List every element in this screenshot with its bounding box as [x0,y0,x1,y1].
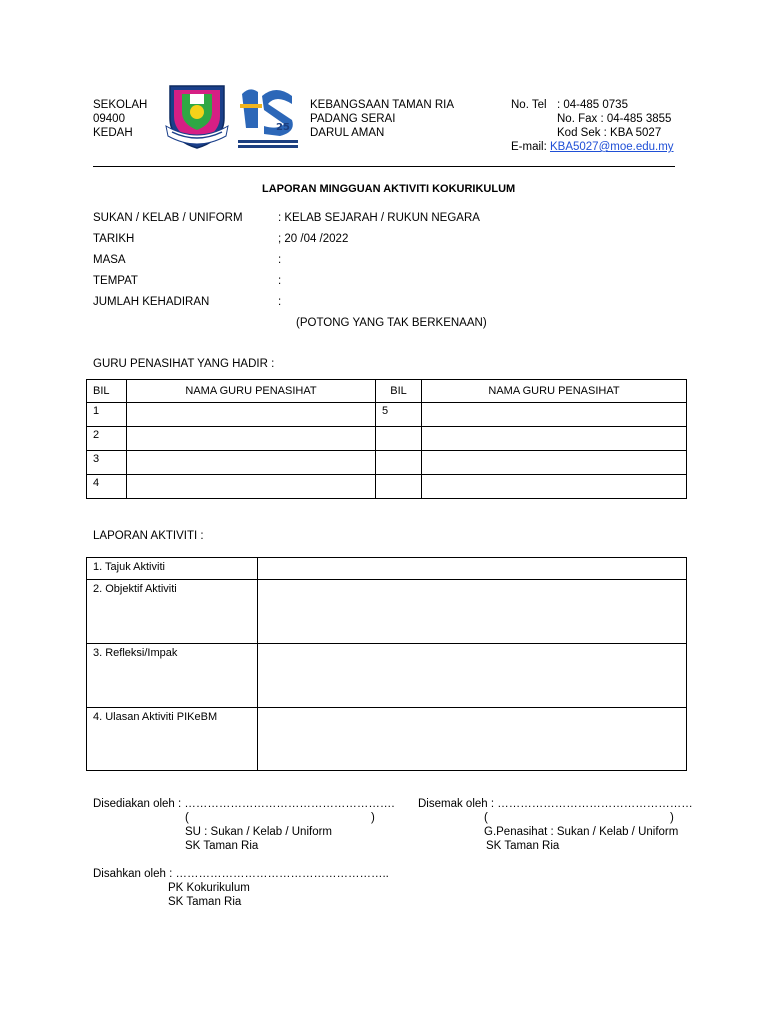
disediakan-paren-open: ( [185,812,189,824]
email-line [511,141,674,153]
table-row [87,708,687,771]
table-cell [376,427,422,451]
table-row [87,580,687,644]
disediakan-line: Disediakan oleh : ………………………………………………. [93,798,395,810]
table-cell: 1 [87,403,127,427]
fax-line: No. Fax : 04-485 3855 [557,113,672,125]
disemak-school: SK Taman Ria [486,840,560,852]
field-value-tarikh: ; 20 /04 /2022 [278,233,349,245]
table-row [87,558,687,580]
laporan-label-objektif: 2. Objektif Aktiviti [87,580,258,644]
table-cell[interactable] [127,451,376,475]
field-label-sukan: SUKAN / KELAB / UNIFORM [93,212,243,224]
table-cell: 5 [376,403,422,427]
table-cell: 4 [87,475,127,499]
tel-label: No. Tel [511,99,547,111]
header-mid-line-1: KEBANGSAAN TAMAN RIA [310,99,454,111]
field-value-tempat: : [278,275,282,287]
disemak-role: G.Penasihat : Sukan / Kelab / Uniform [484,826,679,838]
disediakan-role: SU : Sukan / Kelab / Uniform [185,826,333,838]
disemak-line: Disemak oleh : …………………………………………… [418,798,693,810]
table-cell [376,475,422,499]
tel-value: : 04-485 0735 [557,99,628,111]
disemak-paren-open: ( [484,812,488,824]
disahkan-line: Disahkan oleh : ……………………………………………….. [93,868,389,880]
header-left-line-2: 09400 [93,113,125,125]
field-value-kehadiran: : [278,296,282,308]
col-bil-1: BIL [87,380,127,403]
disemak-paren-close: ) [670,812,674,824]
header-left-line-1: SEKOLAH [93,99,148,111]
guru-table [86,379,687,499]
table-cell[interactable] [127,475,376,499]
table-cell[interactable] [422,403,687,427]
laporan-label-ulasan: 4. Ulasan Aktiviti PIKeBM [87,708,258,771]
laporan-value-refleksi[interactable] [258,644,687,708]
table-cell[interactable] [422,451,687,475]
table-cell: 3 [87,451,127,475]
header-mid-line-2: PADANG SERAI [310,113,396,125]
laporan-label-refleksi: 3. Refleksi/Impak [87,644,258,708]
table-cell[interactable] [422,427,687,451]
field-value-masa: : [278,254,282,266]
field-label-masa: MASA [93,254,126,266]
laporan-label-tajuk: 1. Tajuk Aktiviti [87,558,258,580]
guru-table-header [87,380,687,403]
guru-heading: GURU PENASIHAT YANG HADIR : [93,358,275,370]
disahkan-school: SK Taman Ria [168,896,242,908]
header-divider [93,166,675,167]
disahkan-role: PK Kokurikulum [168,882,250,894]
col-nama-1: NAMA GURU PENASIHAT [127,380,376,403]
table-cell: 2 [87,427,127,451]
table-cell[interactable] [127,427,376,451]
table-cell[interactable] [422,475,687,499]
header-mid-line-3: DARUL AMAN [310,127,385,139]
disediakan-school: SK Taman Ria [185,840,259,852]
table-cell[interactable] [127,403,376,427]
field-value-sukan: : KELAB SEJARAH / RUKUN NEGARA [278,212,480,224]
strike-note: (POTONG YANG TAK BERKENAAN) [296,317,487,329]
field-label-tarikh: TARIKH [93,233,135,245]
svg-text:25: 25 [276,122,290,133]
col-bil-2: BIL [376,380,422,403]
page-title: LAPORAN MINGGUAN AKTIVITI KOKURIKULUM [262,183,516,195]
table-cell [376,451,422,475]
laporan-value-ulasan[interactable] [258,708,687,771]
table-row [87,427,687,451]
laporan-value-objektif[interactable] [258,580,687,644]
table-row [87,451,687,475]
table-row [87,644,687,708]
email-link[interactable]: KBA5027@moe.edu.my [549,141,674,153]
col-nama-2: NAMA GURU PENASIHAT [422,380,687,403]
email-label: E-mail: [511,141,547,153]
disediakan-paren-close: ) [371,812,375,824]
school-crest-logo [164,82,230,150]
laporan-table [86,557,687,771]
laporan-value-tajuk[interactable] [258,558,687,580]
kod-sek-line: Kod Sek : KBA 5027 [557,127,662,139]
field-label-kehadiran: JUMLAH KEHADIRAN [93,296,210,308]
table-row [87,403,687,427]
table-row [87,475,687,499]
laporan-heading: LAPORAN AKTIVITI : [93,530,204,542]
excellence-award-logo [236,84,300,150]
field-label-tempat: TEMPAT [93,275,138,287]
header-left-line-3: KEDAH [93,127,133,139]
